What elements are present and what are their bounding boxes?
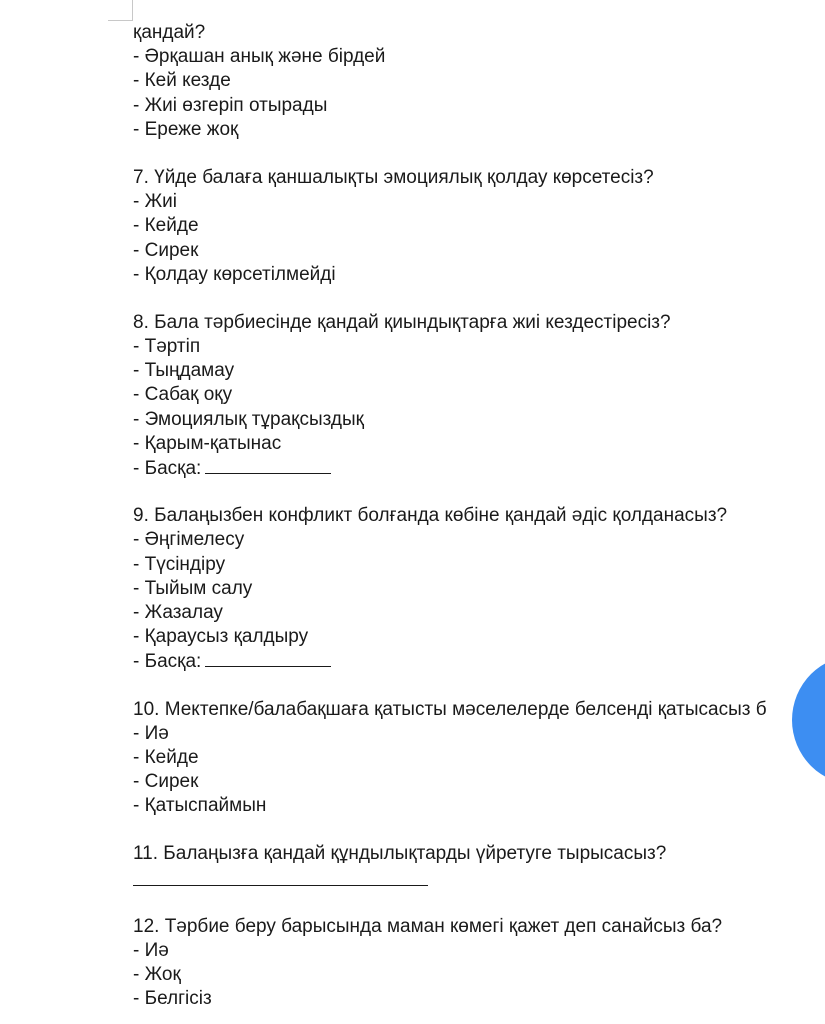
q8-other-label: - Басқа: bbox=[133, 458, 202, 479]
q12-option-unknown: - Белгісіз bbox=[133, 988, 212, 1010]
q9-option-punishing: - Жазалау bbox=[133, 601, 223, 623]
question-11-text: 11. Балаңызға қандай құндылықтарды үйретуге тырысасыз? bbox=[133, 843, 667, 865]
q7-option-no-support: - Қолдау көрсетілмейді bbox=[133, 263, 336, 285]
q6-option-always: - Әрқашан анық және бірдей bbox=[133, 46, 386, 68]
q7-option-often: - Жиі bbox=[133, 191, 177, 213]
q10-option-sometimes: - Кейде bbox=[133, 746, 199, 768]
q9-option-ignoring: - Қараусыз қалдыру bbox=[133, 626, 309, 648]
question-9-text: 9. Балаңызбен конфликт болғанда көбіне қандай әдіс қолданасыз? bbox=[133, 505, 728, 527]
questionnaire-content bbox=[133, 21, 825, 1012]
q8-option-studies: - Сабақ оқу bbox=[133, 384, 233, 406]
question-6-block bbox=[133, 21, 825, 142]
question-11-block bbox=[133, 842, 825, 890]
question-10-text: 10. Мектепке/балабақшаға қатысты мәселелерде белсенді қатысасыз б bbox=[133, 698, 767, 720]
question-12-block bbox=[133, 915, 825, 1012]
q12-option-no: - Жоқ bbox=[133, 964, 181, 986]
q6-option-no-rules: - Ереже жоқ bbox=[133, 118, 239, 140]
q10-option-dont-participate: - Қатыспаймын bbox=[133, 795, 267, 817]
q12-option-yes: - Иә bbox=[133, 940, 169, 961]
q8-option-not-listening: - Тыңдамау bbox=[133, 360, 235, 382]
q9-option-other bbox=[133, 649, 825, 673]
page-corner-mark bbox=[108, 0, 133, 21]
q10-option-yes: - Иә bbox=[133, 722, 169, 744]
question-12-text: 12. Тәрбие беру барысында маман көмегі қажет деп санайсыз ба? bbox=[133, 915, 723, 937]
q9-option-talking: - Әңгімелесу bbox=[133, 529, 245, 551]
question-7-block bbox=[133, 166, 825, 287]
q6-option-often-changes: - Жиі өзгеріп отырады bbox=[133, 94, 328, 116]
q9-other-label: - Басқа: bbox=[133, 651, 202, 673]
q9-other-blank bbox=[205, 649, 331, 667]
q11-answer-blank bbox=[133, 867, 428, 886]
question-8-text: 8. Бала тәрбиесінде қандай қиындықтарға жиі кездестіресіз? bbox=[133, 311, 671, 333]
question-9-block bbox=[133, 504, 825, 673]
question-7-text: 7. Үйде балаға қаншалықты эмоциялық қолдау көрсетесіз? bbox=[133, 166, 654, 188]
q8-other-blank bbox=[205, 456, 331, 474]
q8-option-emotional-instability: - Эмоциялық тұрақсыздық bbox=[133, 408, 364, 430]
q9-option-prohibiting: - Тыйым салу bbox=[133, 577, 253, 599]
q6-option-sometimes: - Кей кезде bbox=[133, 70, 231, 92]
q8-option-communication: - Қарым-қатынас bbox=[133, 432, 282, 454]
q7-option-sometimes: - Кейде bbox=[133, 215, 199, 237]
q9-option-explaining: - Түсіндіру bbox=[133, 553, 226, 575]
q7-option-rarely: - Сирек bbox=[133, 239, 199, 261]
q8-option-other bbox=[133, 456, 825, 480]
question-8-block bbox=[133, 311, 825, 480]
question-6-text-tail: қандай? bbox=[133, 22, 206, 43]
q8-option-discipline: - Тәртіп bbox=[133, 336, 201, 358]
question-10-block bbox=[133, 698, 825, 819]
q10-option-rarely: - Сирек bbox=[133, 771, 199, 793]
